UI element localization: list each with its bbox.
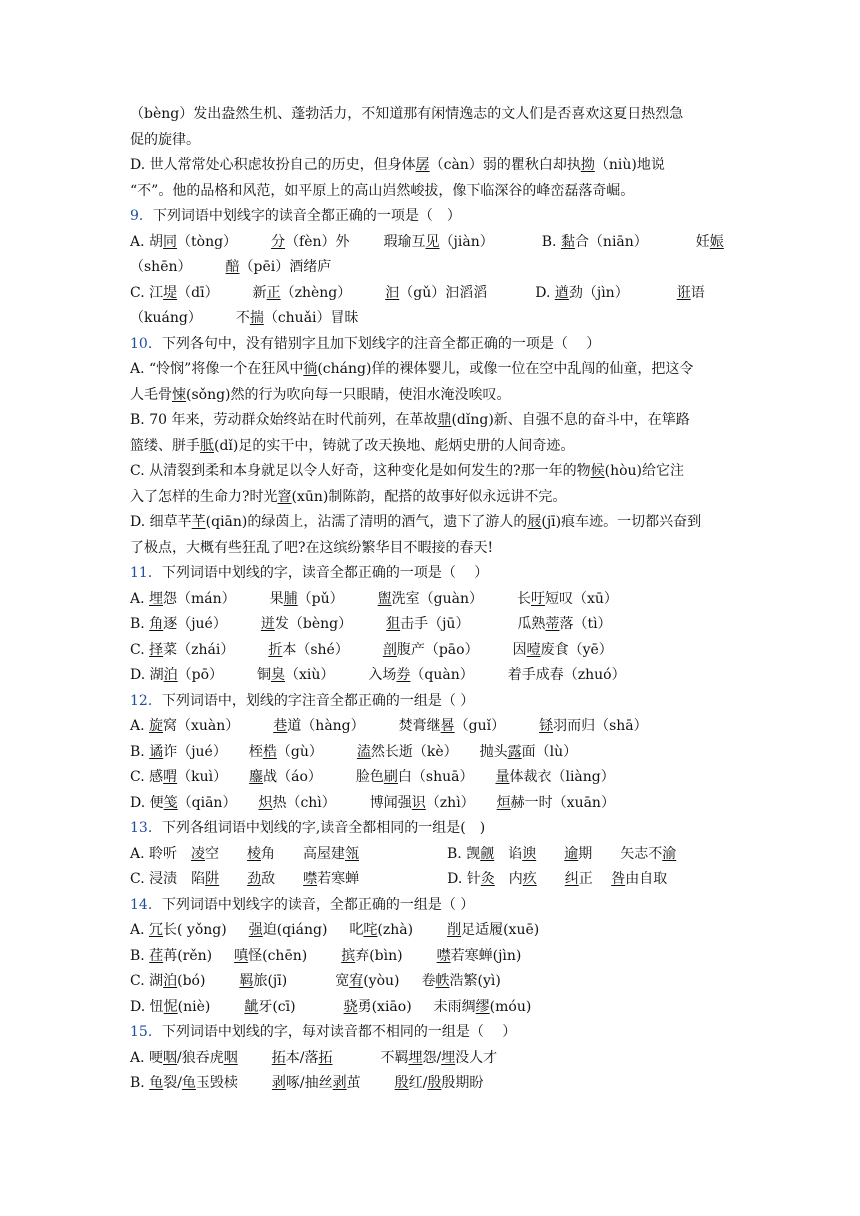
- line-text: 下列词语中划线字的读音全都正确的一项是（ ）: [152, 208, 461, 224]
- text-line: [130, 740, 730, 766]
- line-text: C. 感喟（kuì） 鏖战（áo） 脸色刷白（shuā） 量体裁衣（liàng）: [130, 769, 615, 785]
- line-text: “不”。他的品格和风范，如平原上的高山岿然峻拔，像下临深谷的峰峦磊落奇崛。: [130, 182, 635, 199]
- line-text: 下列词语中划线的字，每对读音都不相同的一组是（ ）: [161, 1024, 517, 1040]
- text-line: [130, 995, 730, 1021]
- line-text: B. 荏苒(rěn) 嗔怪(chēn) 摈弃(bìn) 噤若寒蝉(jìn): [130, 947, 522, 964]
- text-line: [130, 383, 730, 409]
- text-line: [130, 281, 730, 307]
- text-line: [130, 357, 730, 383]
- line-text: 了极点，大概有些狂乱了吧?在这缤纷繁华目不暇接的春天!: [130, 539, 494, 556]
- question-number: 11．: [130, 565, 162, 581]
- question-line: [130, 332, 730, 358]
- line-text: D. 细草芊芊(qiān)的绿茵上，沾濡了清明的酒气，遗下了游人的屐(jī)痕车迹。一切都兴奋到: [130, 514, 702, 530]
- text-line: [130, 612, 730, 638]
- line-text: 下列各句中，没有错别字且加下划线字的注音全都正确的一项是（ ）: [161, 335, 601, 352]
- line-text: 人毛骨悚(sǒng)然的行为吹向每一只眼睛，使泪水淹没唉叹。: [130, 386, 511, 403]
- document-body: [130, 102, 730, 1097]
- line-text: 下列各组词语中划线的字,读音全都相同的一组是( ): [161, 820, 486, 836]
- text-line: [130, 867, 730, 893]
- line-text: A. 旋窝（xuàn） 巷道（hàng） 焚膏继晷（guǐ） 铩羽而归（shā）: [130, 718, 648, 734]
- line-text: A. 冗长( yǒng) 强迫(qiáng) 叱咤(zhà) 削足适履(xuē): [130, 922, 540, 938]
- text-line: [130, 969, 730, 995]
- line-text: C. 湖泊(bó) 羁旅(jī) 宽宥(yòu) 卷帙浩繁(yì): [130, 973, 501, 989]
- text-line: [130, 536, 730, 562]
- text-line: [130, 918, 730, 944]
- text-line: [130, 408, 730, 434]
- text-line: [130, 102, 730, 128]
- line-text: A. 聆听 凌空 棱角 高屋建瓴 B. 觊觎 谄谀 逾期 矢志不渝: [130, 845, 677, 862]
- line-text: 下列词语中划线字的读音，全都正确的一组是（ ）: [161, 896, 475, 913]
- line-text: D. 忸怩(niè) 龇牙(cī) 骁勇(xiāo) 未雨绸缪(móu): [130, 998, 532, 1015]
- question-number: 14．: [130, 896, 162, 913]
- line-text: （bèng）发出盎然生机、蓬勃活力，不知道那有闲情逸志的文人们是否喜欢这夏日热烈急: [130, 106, 684, 122]
- text-line: [130, 459, 730, 485]
- text-line: [130, 638, 730, 664]
- text-line: [130, 791, 730, 817]
- text-line: [130, 765, 730, 791]
- text-line: [130, 663, 730, 689]
- line-text: C. 择菜（zhái） 折本（shé） 剖腹产（pāo） 因噎废食（yē）: [130, 641, 613, 658]
- question-number: 13．: [130, 820, 162, 836]
- line-text: A. 埋怨（mán） 果脯（pǔ） 盥洗室（guàn） 长吁短叹（xū）: [130, 590, 618, 607]
- question-line: [130, 816, 730, 842]
- line-text: 下列词语中，划线的字注音全都正确的一组是（ ）: [161, 692, 475, 709]
- line-text: B. 角逐（jué） 迸发（bèng） 狙击手（jū） 瓜熟蒂落（tì）: [130, 616, 612, 632]
- line-text: C. 从清裂到柔和本身就足以令人好奇，这种变化是如何发生的?那一年的物候(hòu)给它注: [130, 463, 685, 479]
- line-text: D. 便笺（qiān） 炽热（chì） 博闻强识（zhì） 烜赫一时（xuān）: [130, 794, 615, 811]
- text-line: [130, 944, 730, 970]
- line-text: C. 浸渍 陷阱 劲敌 噤若寒蝉 D. 针灸 内疚 纠正 咎由自取: [130, 871, 668, 887]
- line-text: A. “怜悯”将像一个在狂风中徜(cháng)佯的裸体婴儿，或像一位在空中乱闯的仙童，把这令: [130, 361, 694, 377]
- text-line: [130, 128, 730, 154]
- text-line: [130, 587, 730, 613]
- text-line: [130, 842, 730, 868]
- line-text: B. 70 年来，劳动群众始终站在时代前列，在革故鼎(dǐng)新、自强不息的奋斗中，在筚路: [130, 412, 690, 428]
- line-text: C. 江堤（dī） 新正（zhèng） 汩（gǔ）汩滔滔 D. 遒劲（jìn） 诳语: [130, 284, 705, 301]
- question-number: 15．: [130, 1024, 162, 1040]
- question-line: [130, 893, 730, 919]
- line-text: A. 哽咽/狼吞虎咽 拓本/落拓 不羁埋怨/埋没人才: [130, 1049, 498, 1066]
- line-text: A. 胡同（tòng） 分（fèn）外 瑕瑜互见（jiàn） B. 黏合（niān） 妊娠: [130, 233, 724, 250]
- text-line: [130, 1071, 730, 1097]
- question-line: [130, 1020, 730, 1046]
- text-line: [130, 1046, 730, 1072]
- text-line: [130, 510, 730, 536]
- question-number: 12．: [130, 692, 162, 709]
- text-line: [130, 306, 730, 332]
- line-text: B. 龟裂/龟玉毁椟 剥啄/抽丝剥茧 殷红/殷殷期盼: [130, 1075, 484, 1091]
- line-text: D. 世人常常处心积虑妆扮自己的历史，但身体孱（càn）弱的瞿秋白却执拗（niù)地说: [130, 157, 665, 173]
- line-text: B. 谲诈（jué） 桎梏（gù） 溘然长逝（kè） 抛头露面（lù）: [130, 743, 578, 760]
- text-line: [130, 179, 730, 205]
- text-line: [130, 714, 730, 740]
- text-line: [130, 434, 730, 460]
- line-text: 促的旋律。: [130, 131, 200, 148]
- question-line: [130, 561, 730, 587]
- question-number: 9．: [130, 208, 153, 224]
- question-line: [130, 689, 730, 715]
- line-text: （shēn） 醅（pēi）酒绪庐: [130, 259, 332, 275]
- line-text: 下列词语中划线的字，读音全都正确的一项是（ ）: [161, 565, 489, 581]
- line-text: 篮缕、胼手胝(dǐ)足的实干中，铸就了改天换地、彪炳史册的人间奇迹。: [130, 437, 575, 454]
- text-line: [130, 230, 730, 256]
- question-number: 10．: [130, 335, 162, 352]
- line-text: D. 湖泊（pō） 铜臭（xiù） 入场券（quàn） 着手成春（zhuó）: [130, 667, 626, 683]
- line-text: 入了怎样的生命力?时光窨(xūn)制陈韵，配搭的故事好似永远讲不完。: [130, 488, 567, 505]
- text-line: [130, 485, 730, 511]
- text-line: [130, 153, 730, 179]
- question-line: [130, 204, 730, 230]
- text-line: [130, 255, 730, 281]
- line-text: （kuáng） 不揣（chuǎi）冒昧: [130, 310, 359, 326]
